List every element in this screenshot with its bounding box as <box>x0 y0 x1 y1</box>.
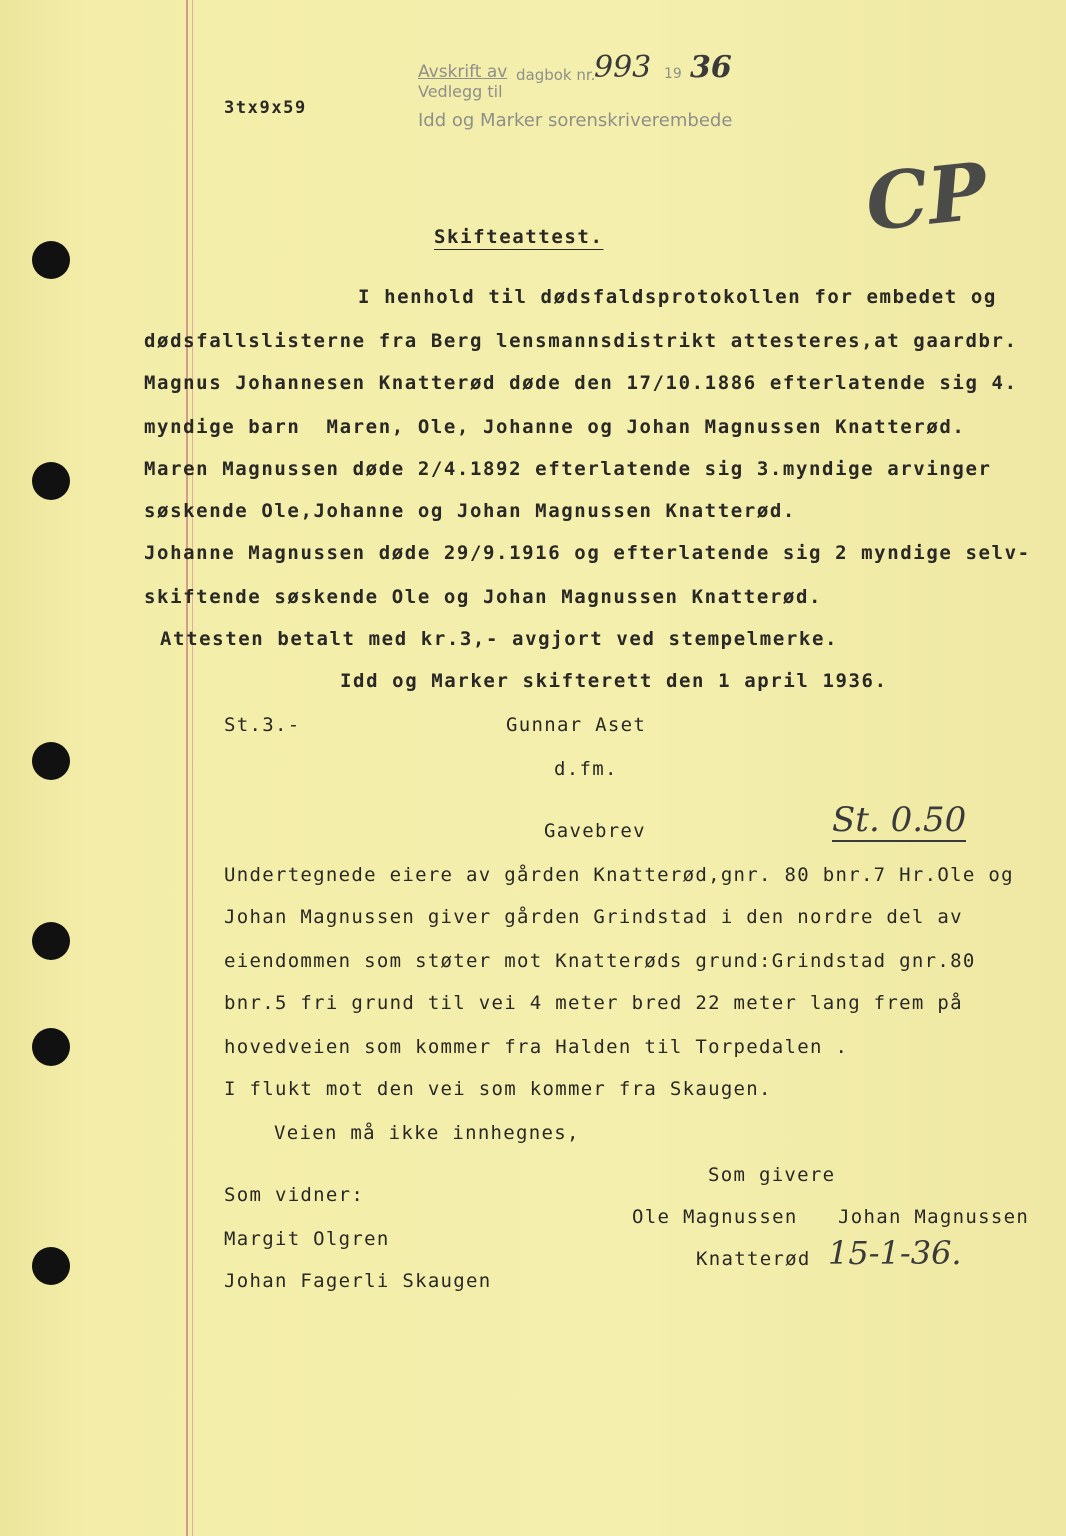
stamp-number: 993 <box>594 50 652 85</box>
gavebrev-line: bnr.5 fri grund til vei 4 meter bred 22 meter lang frem på <box>224 992 963 1014</box>
attest-line: Magnus Johannesen Knatterød døde den 17/10.1886 efterlatende sig 4. <box>144 372 1018 394</box>
margin-line-inner <box>192 0 193 1536</box>
stamp-year-prefix: 19 <box>664 66 682 82</box>
punch-hole <box>32 462 70 500</box>
attest-line: søskende Ole,Johanne og Johan Magnussen Knatterød. <box>144 500 796 522</box>
punch-hole <box>32 1028 70 1066</box>
stamp-year: 36 <box>690 50 732 85</box>
stamp-avskrift: Avskrift av <box>418 62 508 82</box>
handwritten-fee: St. 0.50 <box>832 800 967 840</box>
gavebrev-line: I flukt mot den vei som kommer fra Skaugen. <box>224 1078 772 1100</box>
punch-hole <box>32 742 70 780</box>
stamp-office: Idd og Marker sorenskriverembede <box>418 110 733 131</box>
gavebrev-line: Undertegnede eiere av gården Knatterød,gnr. 80 bnr.7 Hr.Ole og <box>224 864 1014 886</box>
st-note: St.3.- <box>224 714 301 736</box>
gavebrev-line: Johan Magnussen giver gården Grindstad i den nordre del av <box>224 906 963 928</box>
attest-line: Johanne Magnussen døde 29/9.1916 og efterlatende sig 2 myndige selv- <box>144 542 1031 564</box>
punch-hole <box>32 922 70 960</box>
stamp-dagbok: dagbok nr. <box>516 66 596 84</box>
stamp-vedlegg: Vedlegg til <box>418 82 503 101</box>
gavebrev-line: eiendommen som støter mot Knatterøds grund:Grindstad gnr.80 <box>224 950 976 972</box>
witness-1: Margit Olgren <box>224 1228 390 1250</box>
handwritten-date: 15-1-36. <box>828 1234 962 1272</box>
gavebrev-line: Veien må ikke innhegnes, <box>274 1122 580 1144</box>
givers-label: Som givere <box>708 1164 836 1186</box>
handwritten-initials: CP <box>861 145 992 250</box>
attest-line: myndige barn Maren, Ole, Johanne og Johan Magnussen Knatterød. <box>144 416 966 438</box>
giver-2: Johan Magnussen <box>838 1206 1030 1228</box>
signer-title: d.fm. <box>554 758 618 780</box>
attest-line: skiftende søskende Ole og Johan Magnussen Knatterød. <box>144 586 823 608</box>
attest-line: Maren Magnussen døde 2/4.1892 efterlatende sig 3.myndige arvinger <box>144 458 992 480</box>
attest-line: Idd og Marker skifterett den 1 april 1936. <box>340 670 888 692</box>
attest-line: dødsfallslisterne fra Berg lensmannsdistrikt attesteres,at gaardbr. <box>144 330 1018 352</box>
witnesses-label: Som vidner: <box>224 1184 365 1206</box>
struck-code: 3tx9x59 <box>224 98 307 118</box>
punch-hole <box>32 1247 70 1285</box>
witness-2: Johan Fagerli Skaugen <box>224 1270 492 1292</box>
gavebrev-line: hovedveien som kommer fra Halden til Torpedalen . <box>224 1036 849 1058</box>
margin-line <box>186 0 188 1536</box>
skifteattest-title: Skifteattest. <box>434 226 604 248</box>
attest-line: Attesten betalt med kr.3,- avgjort ved stempelmerke. <box>160 628 839 650</box>
attest-line: I henhold til dødsfaldsprotokollen for embedet og <box>358 286 997 308</box>
place: Knatterød <box>696 1248 811 1270</box>
punch-hole <box>32 241 70 279</box>
gavebrev-title: Gavebrev <box>544 820 646 842</box>
giver-1: Ole Magnussen <box>632 1206 798 1228</box>
signer-name: Gunnar Aset <box>506 714 647 736</box>
